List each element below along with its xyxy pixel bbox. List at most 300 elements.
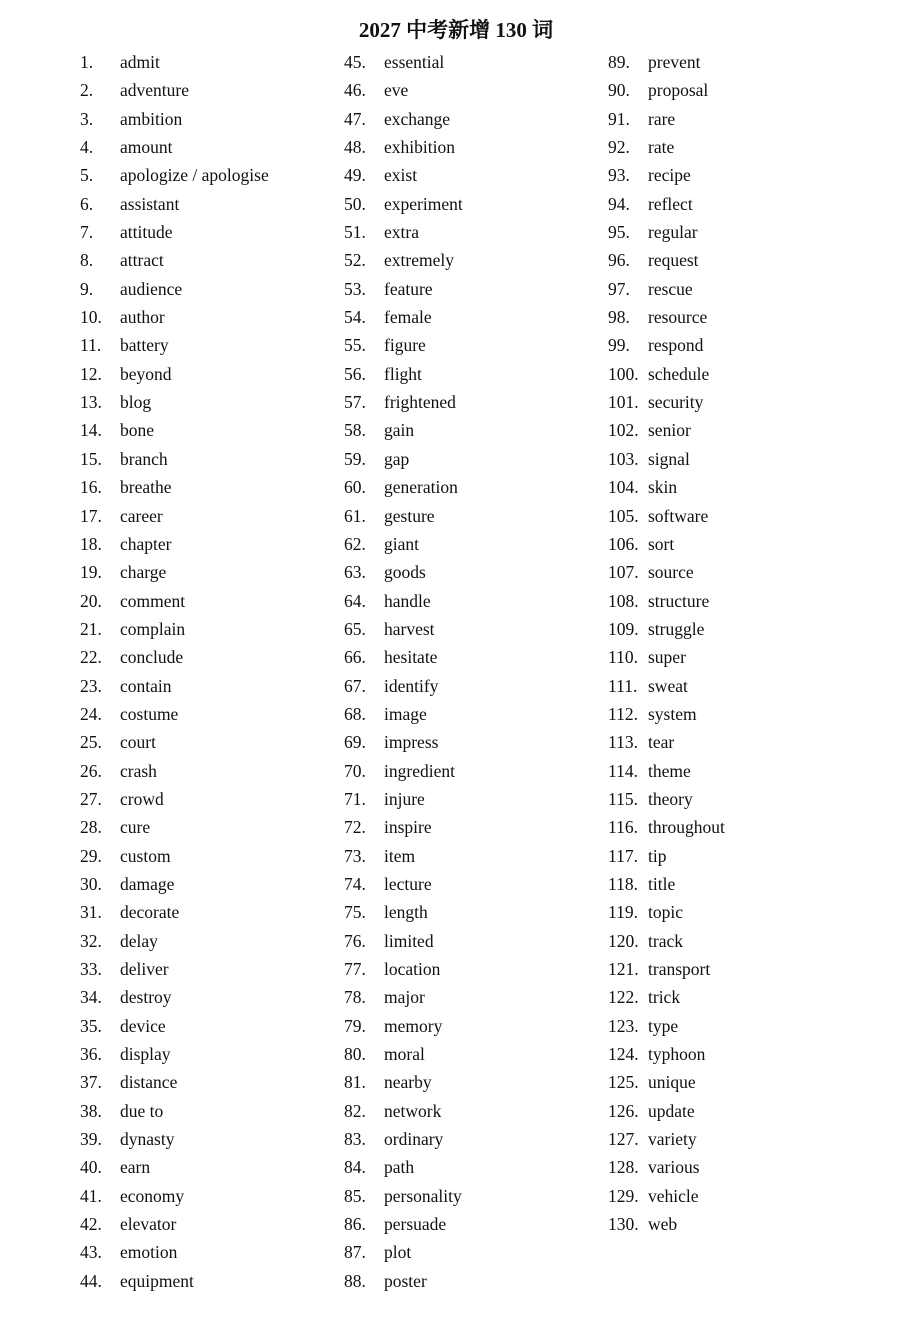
- entry-number: 20.: [80, 590, 102, 611]
- entry-number: 64.: [344, 590, 366, 611]
- word-entry: [344, 700, 606, 728]
- entry-number: 96.: [608, 250, 630, 271]
- entry-number: 107.: [608, 562, 639, 583]
- word-entry: [80, 1068, 342, 1096]
- entry-word: rescue: [648, 278, 693, 299]
- word-entry: [608, 587, 888, 615]
- entry-word: court: [120, 732, 156, 753]
- word-entry: [80, 898, 342, 926]
- entry-word: frightened: [384, 392, 456, 413]
- entry-number: 68.: [344, 703, 366, 724]
- word-entry: [344, 105, 606, 133]
- entry-number: 4.: [80, 137, 94, 158]
- word-entry: [80, 672, 342, 700]
- entry-word: attitude: [120, 222, 173, 243]
- entry-number: 120.: [608, 930, 639, 951]
- entry-word: skin: [648, 477, 678, 498]
- entry-word: author: [120, 307, 165, 328]
- entry-word: flight: [384, 363, 422, 384]
- word-entry: [608, 1097, 888, 1125]
- entry-word: breathe: [120, 477, 172, 498]
- word-entry: [344, 898, 606, 926]
- entry-number: 127.: [608, 1129, 639, 1150]
- word-entry: [80, 388, 342, 416]
- entry-number: 13.: [80, 392, 102, 413]
- entry-number: 123.: [608, 1015, 639, 1036]
- entry-word: female: [384, 307, 432, 328]
- entry-number: 108.: [608, 590, 639, 611]
- entry-word: title: [648, 873, 676, 894]
- entry-word: chapter: [120, 533, 172, 554]
- word-entry: [608, 1153, 888, 1181]
- entry-number: 73.: [344, 845, 366, 866]
- entry-number: 17.: [80, 505, 102, 526]
- entry-word: rate: [648, 137, 675, 158]
- word-entry: [80, 331, 342, 359]
- entry-word: charge: [120, 562, 167, 583]
- entry-word: proposal: [648, 80, 709, 101]
- entry-word: plot: [384, 1242, 412, 1263]
- entry-word: request: [648, 250, 699, 271]
- entry-word: location: [384, 959, 441, 979]
- word-entry: [344, 76, 606, 104]
- word-entry: [80, 275, 342, 303]
- word-entry: [608, 672, 888, 700]
- word-list-column-2: [344, 48, 606, 1295]
- entry-number: 48.: [344, 137, 366, 158]
- entry-number: 62.: [344, 533, 366, 554]
- entry-number: 65.: [344, 618, 366, 639]
- entry-word: gesture: [384, 505, 435, 526]
- entry-word: rare: [648, 108, 676, 129]
- word-entry: [80, 728, 342, 756]
- word-entry: [80, 1012, 342, 1040]
- word-entry: [608, 331, 888, 359]
- entry-word: identify: [384, 675, 439, 696]
- word-entry: [608, 955, 888, 983]
- word-entry: [344, 48, 606, 76]
- word-entry: [608, 1012, 888, 1040]
- entry-number: 102.: [608, 420, 639, 441]
- entry-word: update: [648, 1100, 695, 1121]
- word-entry: [80, 218, 342, 246]
- entry-number: 47.: [344, 108, 366, 129]
- entry-word: sort: [648, 533, 675, 554]
- entry-word: crash: [120, 760, 157, 781]
- entry-number: 80.: [344, 1044, 366, 1065]
- word-entry: [344, 955, 606, 983]
- entry-word: beyond: [120, 363, 172, 384]
- entry-word: personality: [384, 1185, 462, 1206]
- entry-word: various: [648, 1157, 700, 1178]
- entry-word: decorate: [120, 902, 180, 923]
- entry-word: topic: [648, 902, 683, 923]
- word-entry: [344, 502, 606, 530]
- entry-word: deliver: [120, 959, 169, 979]
- entry-word: inspire: [384, 817, 432, 838]
- entry-number: 63.: [344, 562, 366, 583]
- word-entry: [608, 218, 888, 246]
- word-entry: [80, 700, 342, 728]
- entry-number: 6.: [80, 193, 94, 214]
- entry-number: 114.: [608, 760, 638, 781]
- word-entry: [80, 445, 342, 473]
- word-entry: [80, 1182, 342, 1210]
- entry-word: emotion: [120, 1242, 178, 1263]
- entry-word: admit: [120, 52, 160, 72]
- entry-word: regular: [648, 222, 698, 243]
- entry-word: memory: [384, 1015, 443, 1036]
- entry-number: 84.: [344, 1157, 366, 1178]
- entry-word: respond: [648, 335, 704, 356]
- entry-word: variety: [648, 1129, 697, 1150]
- entry-word: audience: [120, 278, 183, 299]
- entry-word: schedule: [648, 363, 710, 384]
- word-entry: [344, 643, 606, 671]
- entry-word: giant: [384, 533, 419, 554]
- entry-number: 125.: [608, 1072, 639, 1093]
- word-entry: [344, 473, 606, 501]
- entry-number: 30.: [80, 873, 102, 894]
- entry-number: 111.: [608, 675, 638, 696]
- entry-word: unique: [648, 1072, 696, 1093]
- word-entry: [344, 530, 606, 558]
- word-entry: [608, 445, 888, 473]
- word-entry: [80, 1097, 342, 1125]
- entry-word: throughout: [648, 817, 725, 838]
- word-entry: [608, 1210, 888, 1238]
- entry-word: destroy: [120, 987, 172, 1008]
- entry-word: persuade: [384, 1214, 447, 1235]
- word-entry: [608, 898, 888, 926]
- entry-word: handle: [384, 590, 431, 611]
- entry-number: 126.: [608, 1100, 639, 1121]
- entry-number: 18.: [80, 533, 102, 554]
- word-entry: [608, 1040, 888, 1068]
- word-entry: [80, 190, 342, 218]
- entry-word: prevent: [648, 52, 701, 72]
- entry-number: 78.: [344, 987, 366, 1008]
- entry-number: 32.: [80, 930, 102, 951]
- word-entry: [344, 728, 606, 756]
- word-entry: [344, 1097, 606, 1125]
- entry-word: image: [384, 703, 427, 724]
- entry-number: 118.: [608, 873, 638, 894]
- entry-word: cure: [120, 817, 151, 838]
- entry-word: transport: [648, 959, 711, 979]
- word-entry: [80, 842, 342, 870]
- entry-number: 76.: [344, 930, 366, 951]
- entry-word: equipment: [120, 1270, 194, 1291]
- entry-number: 28.: [80, 817, 102, 838]
- word-entry: [608, 1182, 888, 1210]
- word-entry: [344, 927, 606, 955]
- entry-number: 115.: [608, 788, 638, 809]
- entry-number: 93.: [608, 165, 630, 186]
- word-entry: [80, 870, 342, 898]
- entry-word: harvest: [384, 618, 435, 639]
- word-entry: [608, 643, 888, 671]
- word-entry: [608, 870, 888, 898]
- entry-word: limited: [384, 930, 434, 951]
- entry-number: 9.: [80, 278, 94, 299]
- word-entry: [608, 360, 888, 388]
- entry-word: moral: [384, 1044, 425, 1065]
- entry-number: 5.: [80, 165, 94, 186]
- entry-number: 44.: [80, 1270, 102, 1291]
- word-entry: [608, 416, 888, 444]
- entry-number: 95.: [608, 222, 630, 243]
- word-entry: [80, 76, 342, 104]
- entry-number: 27.: [80, 788, 102, 809]
- entry-number: 21.: [80, 618, 102, 639]
- word-entry: [80, 133, 342, 161]
- page-title: 2027 中考新增 130 词: [358, 18, 554, 42]
- entry-number: 83.: [344, 1129, 366, 1150]
- word-entry: [608, 558, 888, 586]
- entry-number: 90.: [608, 80, 630, 101]
- entry-number: 81.: [344, 1072, 366, 1093]
- entry-number: 117.: [608, 845, 638, 866]
- entry-word: software: [648, 505, 709, 526]
- word-entry: [608, 813, 888, 841]
- entry-number: 89.: [608, 52, 630, 72]
- word-entry: [608, 275, 888, 303]
- entry-number: 37.: [80, 1072, 102, 1093]
- entry-number: 38.: [80, 1100, 102, 1121]
- word-entry: [80, 927, 342, 955]
- entry-word: tip: [648, 845, 667, 866]
- entry-word: theory: [648, 788, 693, 809]
- word-entry: [608, 785, 888, 813]
- word-entry: [608, 303, 888, 331]
- word-entry: [608, 388, 888, 416]
- entry-word: apologize / apologise: [120, 165, 269, 186]
- word-entry: [80, 785, 342, 813]
- entry-number: 45.: [344, 52, 366, 72]
- word-entry: [608, 246, 888, 274]
- word-entry: [344, 1210, 606, 1238]
- entry-number: 50.: [344, 193, 366, 214]
- word-entry: [608, 728, 888, 756]
- entry-number: 70.: [344, 760, 366, 781]
- entry-word: assistant: [120, 193, 180, 214]
- word-entry: [80, 757, 342, 785]
- word-entry: [80, 955, 342, 983]
- entry-word: major: [384, 987, 425, 1008]
- entry-number: 86.: [344, 1214, 366, 1235]
- entry-number: 72.: [344, 817, 366, 838]
- entry-word: display: [120, 1044, 171, 1065]
- entry-word: exchange: [384, 108, 451, 129]
- entry-number: 14.: [80, 420, 102, 441]
- entry-number: 67.: [344, 675, 366, 696]
- entry-number: 82.: [344, 1100, 366, 1121]
- word-entry: [608, 927, 888, 955]
- entry-number: 10.: [80, 307, 102, 328]
- entry-word: signal: [648, 448, 690, 469]
- entry-word: dynasty: [120, 1129, 175, 1150]
- entry-number: 54.: [344, 307, 366, 328]
- entry-number: 77.: [344, 959, 366, 979]
- entry-number: 103.: [608, 448, 639, 469]
- entry-word: gap: [384, 448, 410, 469]
- entry-word: extremely: [384, 250, 454, 271]
- entry-word: struggle: [648, 618, 705, 639]
- entry-number: 99.: [608, 335, 630, 356]
- word-entry: [80, 1267, 342, 1295]
- entry-word: due to: [120, 1100, 164, 1121]
- word-entry: [344, 275, 606, 303]
- entry-word: elevator: [120, 1214, 177, 1235]
- entry-word: damage: [120, 873, 175, 894]
- word-entry: [344, 1182, 606, 1210]
- word-entry: [344, 1068, 606, 1096]
- entry-word: network: [384, 1100, 442, 1121]
- word-entry: [608, 502, 888, 530]
- entry-word: costume: [120, 703, 179, 724]
- entry-number: 101.: [608, 392, 639, 413]
- entry-word: feature: [384, 278, 433, 299]
- word-entry: [80, 360, 342, 388]
- entry-word: resource: [648, 307, 708, 328]
- word-entry: [344, 842, 606, 870]
- entry-number: 124.: [608, 1044, 639, 1065]
- entry-number: 85.: [344, 1185, 366, 1206]
- word-entry: [608, 133, 888, 161]
- entry-number: 16.: [80, 477, 102, 498]
- entry-number: 98.: [608, 307, 630, 328]
- entry-number: 113.: [608, 732, 638, 753]
- entry-number: 109.: [608, 618, 639, 639]
- entry-number: 91.: [608, 108, 630, 129]
- word-entry: [608, 530, 888, 558]
- entry-word: goods: [384, 562, 426, 583]
- entry-number: 36.: [80, 1044, 102, 1065]
- entry-number: 74.: [344, 873, 366, 894]
- word-entry: [344, 983, 606, 1011]
- word-entry: [344, 133, 606, 161]
- entry-number: 105.: [608, 505, 639, 526]
- entry-word: web: [648, 1214, 678, 1235]
- entry-word: lecture: [384, 873, 432, 894]
- entry-number: 35.: [80, 1015, 102, 1036]
- entry-word: crowd: [120, 788, 164, 809]
- entry-number: 100.: [608, 363, 639, 384]
- word-entry: [344, 190, 606, 218]
- entry-number: 92.: [608, 137, 630, 158]
- entry-number: 53.: [344, 278, 366, 299]
- word-entry: [344, 558, 606, 586]
- entry-word: career: [120, 505, 163, 526]
- entry-number: 41.: [80, 1185, 102, 1206]
- entry-number: 75.: [344, 902, 366, 923]
- entry-word: economy: [120, 1185, 185, 1206]
- entry-word: earn: [120, 1157, 151, 1178]
- word-entry: [344, 813, 606, 841]
- word-entry: [344, 303, 606, 331]
- entry-word: sweat: [648, 675, 688, 696]
- word-entry: [608, 757, 888, 785]
- entry-word: device: [120, 1015, 166, 1036]
- entry-number: 110.: [608, 647, 638, 668]
- entry-number: 66.: [344, 647, 366, 668]
- entry-word: exist: [384, 165, 418, 186]
- entry-word: item: [384, 845, 416, 866]
- entry-number: 33.: [80, 959, 102, 979]
- word-entry: [608, 1125, 888, 1153]
- entry-word: experiment: [384, 193, 463, 214]
- entry-word: type: [648, 1015, 679, 1036]
- entry-number: 46.: [344, 80, 366, 101]
- entry-number: 11.: [80, 335, 102, 356]
- entry-word: battery: [120, 335, 169, 356]
- entry-word: tear: [648, 732, 675, 753]
- entry-number: 15.: [80, 448, 102, 469]
- entry-number: 61.: [344, 505, 366, 526]
- word-entry: [80, 1040, 342, 1068]
- word-entry: [344, 672, 606, 700]
- entry-number: 39.: [80, 1129, 102, 1150]
- word-entry: [80, 530, 342, 558]
- word-entry: [344, 218, 606, 246]
- entry-number: 43.: [80, 1242, 102, 1263]
- word-entry: [344, 757, 606, 785]
- word-entry: [344, 587, 606, 615]
- word-entry: [80, 48, 342, 76]
- word-entry: [344, 1125, 606, 1153]
- entry-number: 55.: [344, 335, 366, 356]
- entry-word: delay: [120, 930, 158, 951]
- word-entry: [608, 161, 888, 189]
- word-entry: [80, 1238, 342, 1266]
- entry-number: 106.: [608, 533, 639, 554]
- entry-number: 7.: [80, 222, 94, 243]
- word-entry: [80, 587, 342, 615]
- entry-number: 79.: [344, 1015, 366, 1036]
- entry-word: bone: [120, 420, 155, 441]
- entry-word: adventure: [120, 80, 189, 101]
- entry-word: structure: [648, 590, 710, 611]
- entry-word: security: [648, 392, 704, 413]
- word-entry: [80, 1125, 342, 1153]
- word-entry: [80, 983, 342, 1011]
- word-entry: [344, 1238, 606, 1266]
- word-entry: [80, 1210, 342, 1238]
- entry-word: eve: [384, 80, 409, 101]
- entry-number: 52.: [344, 250, 366, 271]
- entry-word: complain: [120, 618, 186, 639]
- word-entry: [344, 445, 606, 473]
- word-entry: [344, 388, 606, 416]
- word-entry: [344, 1012, 606, 1040]
- entry-word: nearby: [384, 1072, 432, 1093]
- word-entry: [80, 1153, 342, 1181]
- entry-number: 122.: [608, 987, 639, 1008]
- entry-word: ingredient: [384, 760, 455, 781]
- word-entry: [608, 1068, 888, 1096]
- word-entry: [344, 1153, 606, 1181]
- word-entry: [344, 246, 606, 274]
- entry-number: 29.: [80, 845, 102, 866]
- entry-word: branch: [120, 448, 168, 469]
- entry-number: 49.: [344, 165, 366, 186]
- entry-number: 24.: [80, 703, 102, 724]
- entry-word: recipe: [648, 165, 691, 186]
- entry-number: 19.: [80, 562, 102, 583]
- word-entry: [344, 1267, 606, 1295]
- word-list-column-1: [80, 48, 342, 1295]
